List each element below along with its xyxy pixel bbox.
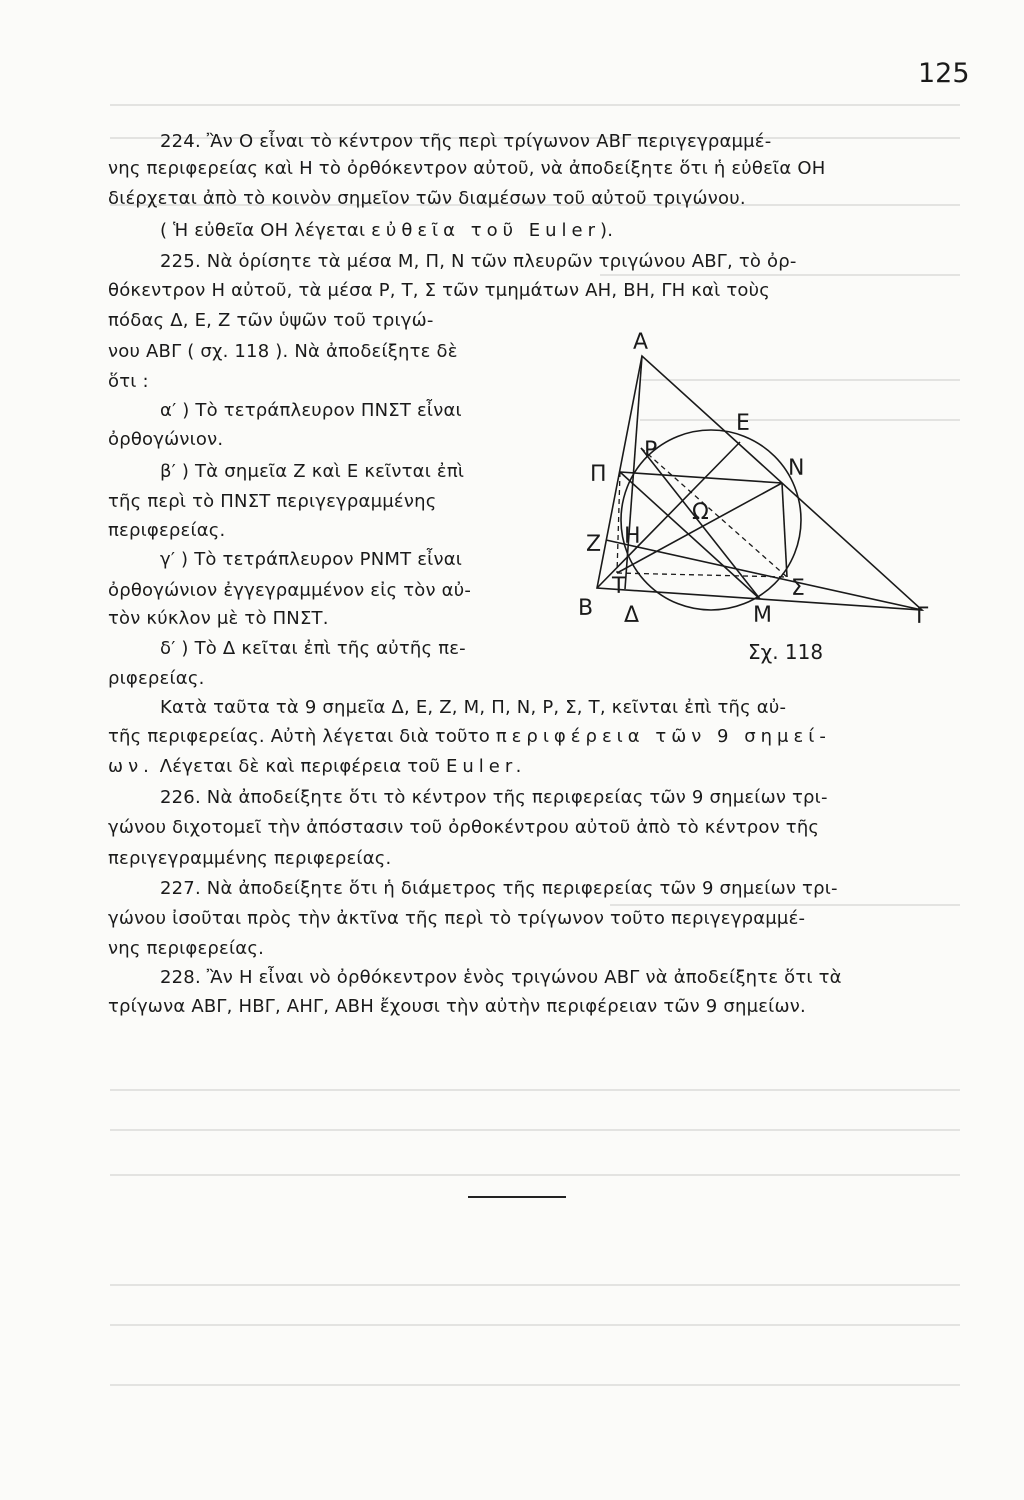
- text-line: νου ΑΒΓ ( σχ. 118 ). Νὰ ἀποδείξητε δὲ: [108, 341, 458, 362]
- label-nu: Ν: [788, 456, 805, 481]
- spaced-term: ων.: [108, 756, 154, 777]
- text-line: 228. Ἂν Η εἶναι νὸ ὀρθόκεντρον ἑνὸς τριγώνου ΑΒΓ νὰ ἀποδείξητε ὅτι τὰ: [160, 967, 842, 988]
- text-line: [160, 220, 613, 242]
- text-fragment: ( Ἡ εὐθεῖα ΟΗ λέγεται: [160, 220, 366, 241]
- nine-point-circle-figure: [572, 325, 972, 685]
- text-line: νης περιφερείας καὶ Η τὸ ὀρθόκεντρον αὐτοῦ, νὰ ἀποδείξητε ὅτι ἡ εὐθεῖα ΟΗ: [108, 158, 826, 179]
- text-line: 224. Ἂν Ο εἶναι τὸ κέντρον τῆς περὶ τρίγωνον ΑΒΓ περιγεγραμμέ-: [160, 131, 772, 152]
- text-line: νης περιφερείας.: [108, 938, 265, 959]
- end-rule: [468, 1196, 566, 1198]
- text-line: γώνου διχοτομεῖ τὴν ἀπόστασιν τοῦ ὀρθοκέντρου αὐτοῦ ἀπὸ τὸ κέντρον τῆς: [108, 817, 820, 838]
- spaced-term: εὐθεῖα τοῦ Euler: [371, 220, 600, 241]
- text-line: δ′ ) Τὸ Δ κεῖται ἐπὶ τῆς αὐτῆς πε-: [160, 638, 466, 659]
- text-line: [108, 726, 831, 748]
- text-line: α′ ) Τὸ τετράπλευρον ΠΝΣΤ εἶναι: [160, 400, 462, 421]
- label-epsilon: Ε: [736, 411, 750, 436]
- text-line: τῆς περὶ τὸ ΠΝΣΤ περιγεγραμμένης: [108, 491, 437, 512]
- text-line: περιφερείας.: [108, 520, 226, 541]
- label-tau: Τ: [612, 574, 626, 599]
- label-eta: Η: [624, 524, 641, 549]
- text-line: πόδας Δ, Ε, Ζ τῶν ὑψῶν τοῦ τριγώ-: [108, 310, 434, 331]
- spaced-term: περιφέρεια τῶν 9 σημεί-: [495, 726, 831, 747]
- text-line: Κατὰ ταῦτα τὰ 9 σημεῖα Δ, Ε, Ζ, Μ, Π, Ν, Ρ, Σ, Τ, κεῖνται ἐπὶ τῆς αὐ-: [160, 697, 787, 718]
- label-pi: Π: [590, 462, 607, 487]
- text-line: 226. Νὰ ἀποδείξητε ὅτι τὸ κέντρον τῆς περιφερείας τῶν 9 σημείων τρι-: [160, 787, 828, 808]
- text-line: 227. Νὰ ἀποδείξητε ὅτι ἡ διάμετρος τῆς περιφερείας τῶν 9 σημείων τρι-: [160, 878, 838, 899]
- text-line: β′ ) Τὰ σημεῖα Ζ καὶ Ε κεῖνται ἐπὶ: [160, 461, 465, 482]
- text-fragment: Λέγεται δὲ καὶ περιφέρεια τοῦ: [153, 756, 441, 777]
- label-delta: Δ: [624, 603, 640, 628]
- label-sigma: Σ: [791, 576, 805, 601]
- label-alpha: Α: [633, 330, 649, 355]
- text-fragment: τῆς περιφερείας. Αὐτὴ λέγεται διὰ τοῦτο: [108, 726, 490, 747]
- dashed-pt: [617, 472, 620, 573]
- label-gamma: Γ: [916, 604, 929, 629]
- label-rho: Ρ: [644, 438, 658, 463]
- label-omega: Ω: [692, 500, 709, 525]
- text-line: ὀρθογώνιον ἐγγεγραμμένον εἰς τὸν αὐ-: [108, 580, 472, 601]
- triangle-abg: [597, 356, 922, 610]
- page-number: 125: [918, 58, 970, 89]
- text-line: ριφερείας.: [108, 668, 205, 689]
- text-line: γώνου ἰσοῦται πρὸς τὴν ἀκτῖνα τῆς περὶ τὸ τρίγωνον τοῦτο περιγεγραμμέ-: [108, 908, 806, 929]
- text-line: τρίγωνα ΑΒΓ, ΗΒΓ, ΑΗΓ, ΑΒΗ ἔχουσι τὴν αὐτὴν περιφέρειαν τῶν 9 σημείων.: [108, 996, 806, 1017]
- figure-caption: Σχ. 118: [748, 640, 824, 664]
- text-line: ὀρθογώνιον.: [108, 429, 224, 450]
- spaced-term: Euler.: [445, 756, 527, 777]
- text-line: ὅτι :: [108, 371, 149, 392]
- segment-ns: [782, 483, 787, 577]
- label-zeta: Ζ: [586, 532, 602, 557]
- label-beta: Β: [578, 596, 594, 621]
- text-line: τὸν κύκλον μὲ τὸ ΠΝΣΤ.: [108, 608, 329, 629]
- text-line: γ′ ) Τὸ τετράπλευρον ΡΝΜΤ εἶναι: [160, 549, 463, 570]
- text-line: θόκεντρον Η αὐτοῦ, τὰ μέσα Ρ, Τ, Σ τῶν τμημάτων ΑΗ, ΒΗ, ΓΗ καὶ τοὺς: [108, 280, 770, 301]
- text-fragment: ).: [599, 220, 614, 241]
- text-line: διέρχεται ἀπὸ τὸ κοινὸν σημεῖον τῶν διαμέσων τοῦ αὐτοῦ τριγώνου.: [108, 188, 746, 209]
- text-line: περιγεγραμμένης περιφερείας.: [108, 848, 392, 869]
- label-mu: Μ: [753, 603, 772, 628]
- segment-nt: [617, 483, 782, 573]
- text-line: 225. Νὰ ὁρίσητε τὰ μέσα Μ, Π, Ν τῶν πλευρῶν τριγώνου ΑΒΓ, τὸ ὀρ-: [160, 251, 797, 272]
- text-line: [108, 756, 526, 778]
